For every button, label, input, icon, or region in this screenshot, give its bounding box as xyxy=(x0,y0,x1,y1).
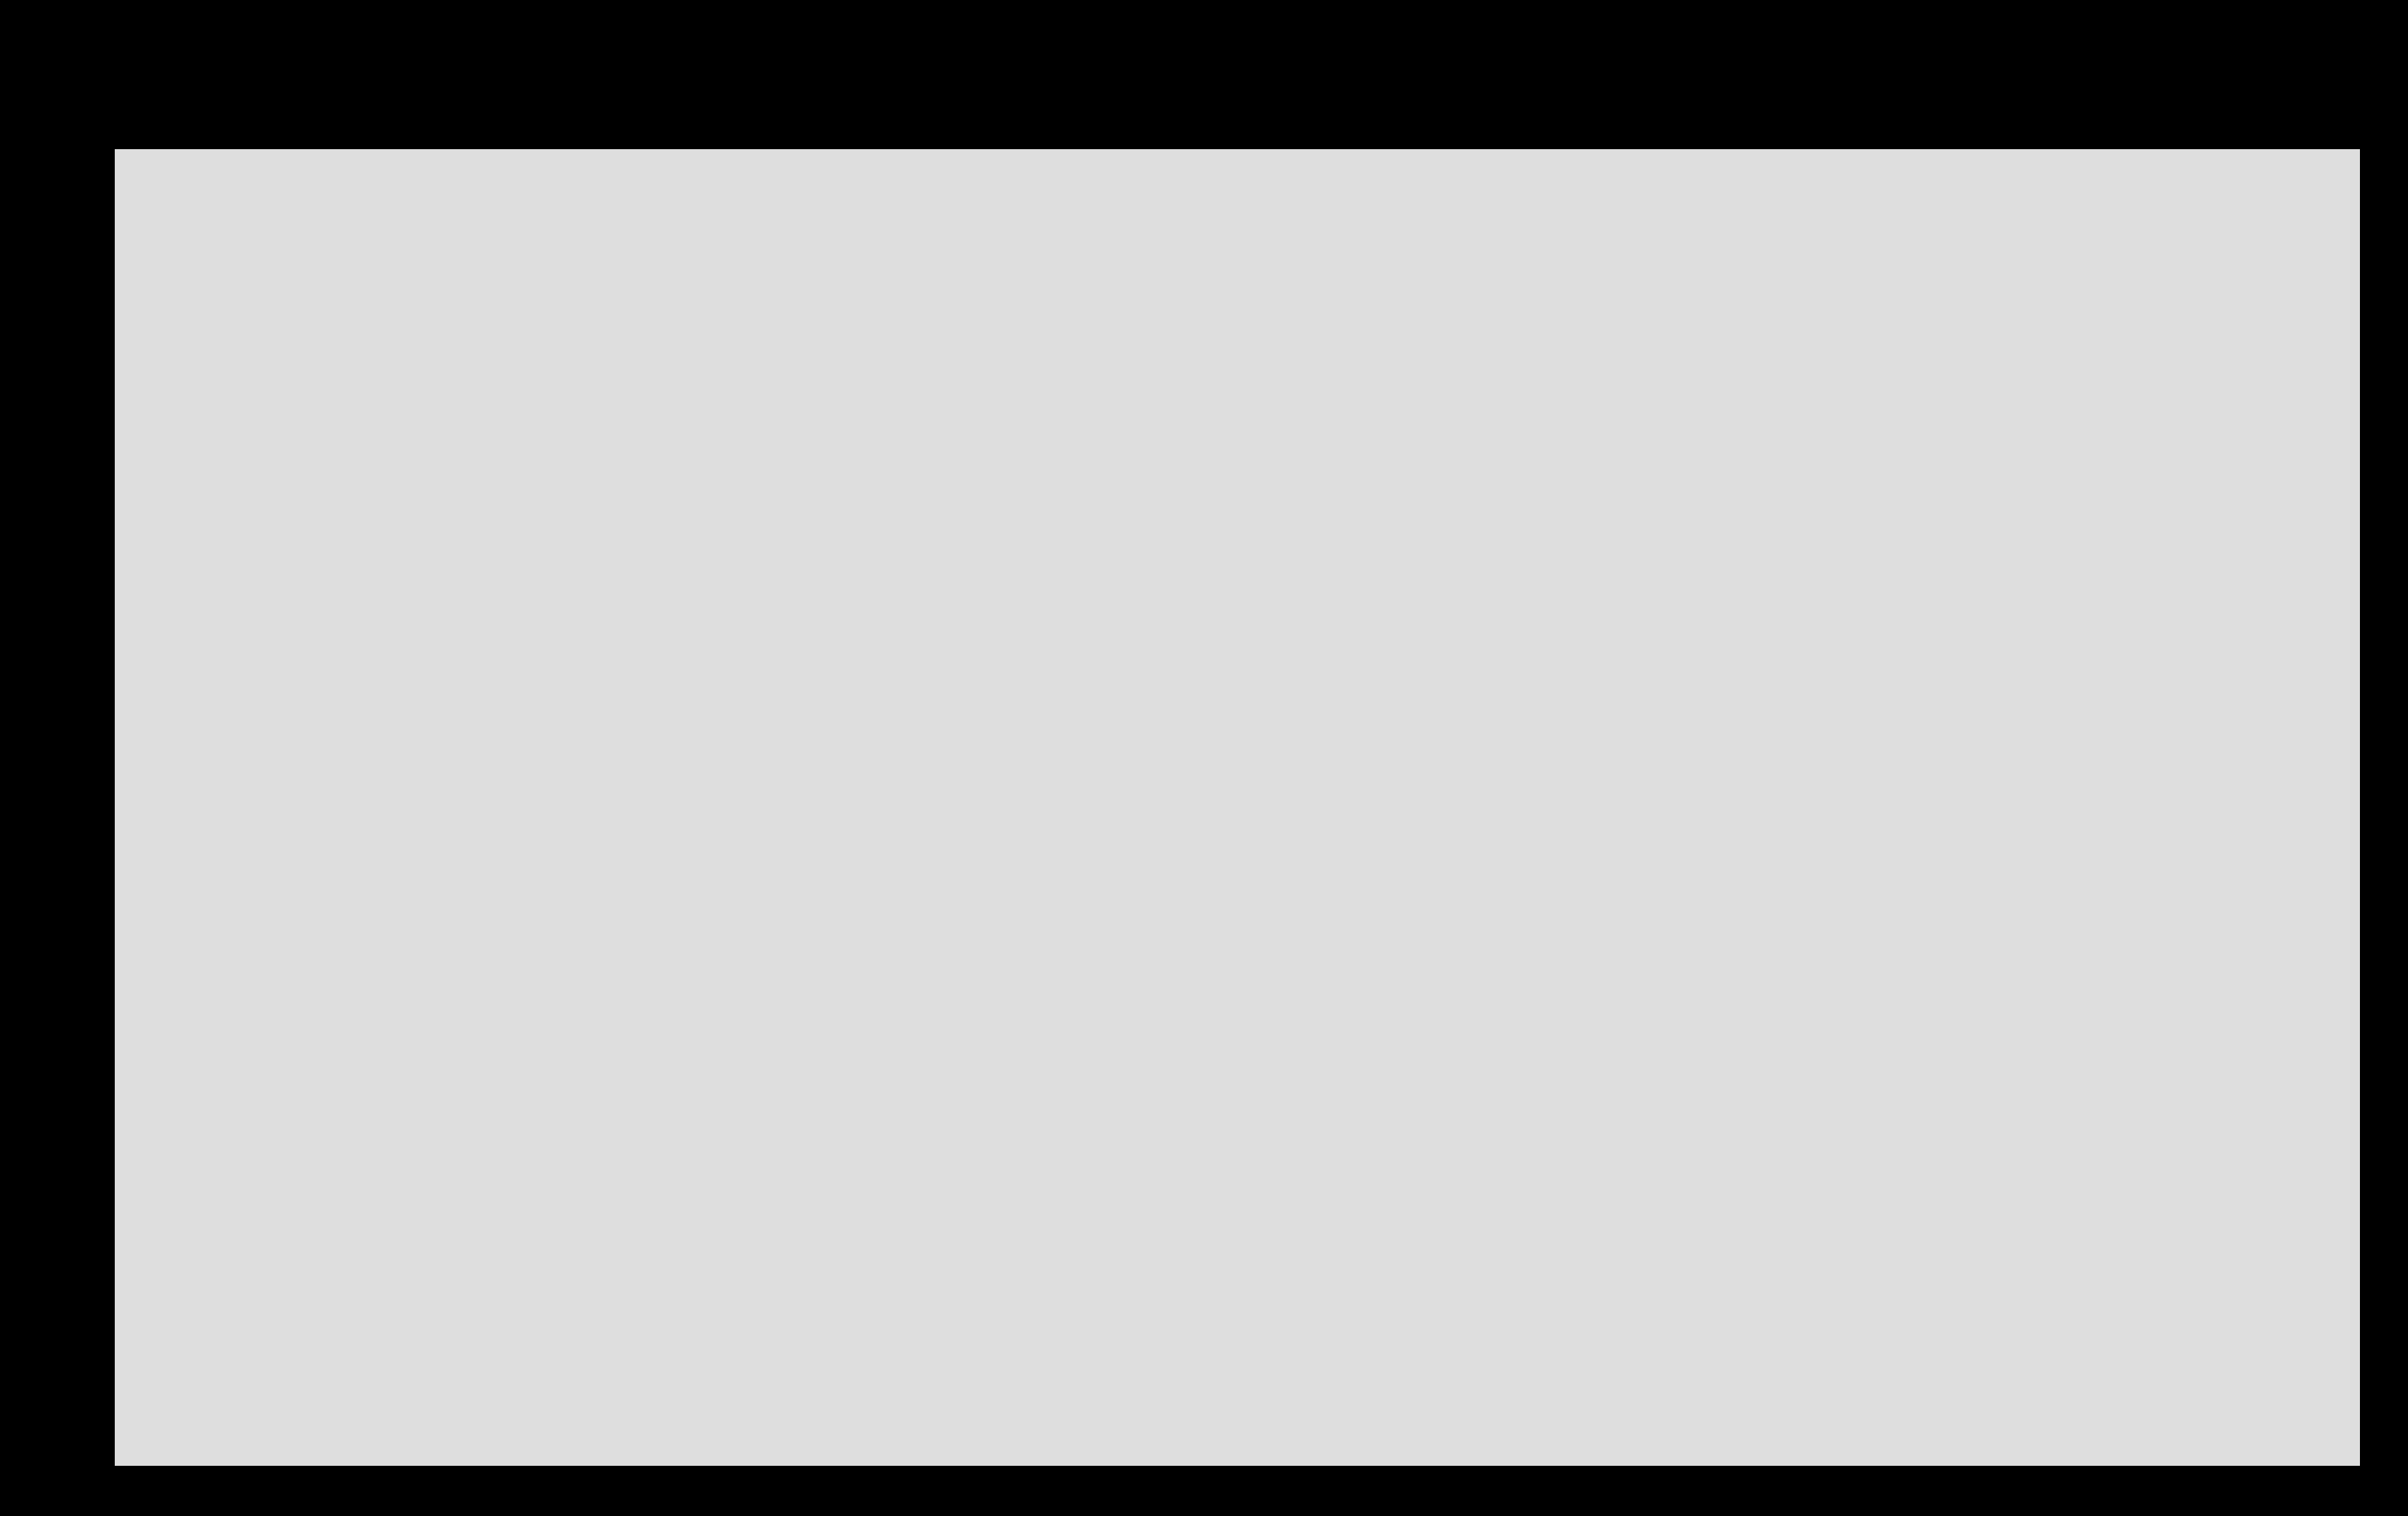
census-card-sheet xyxy=(115,149,2360,1466)
